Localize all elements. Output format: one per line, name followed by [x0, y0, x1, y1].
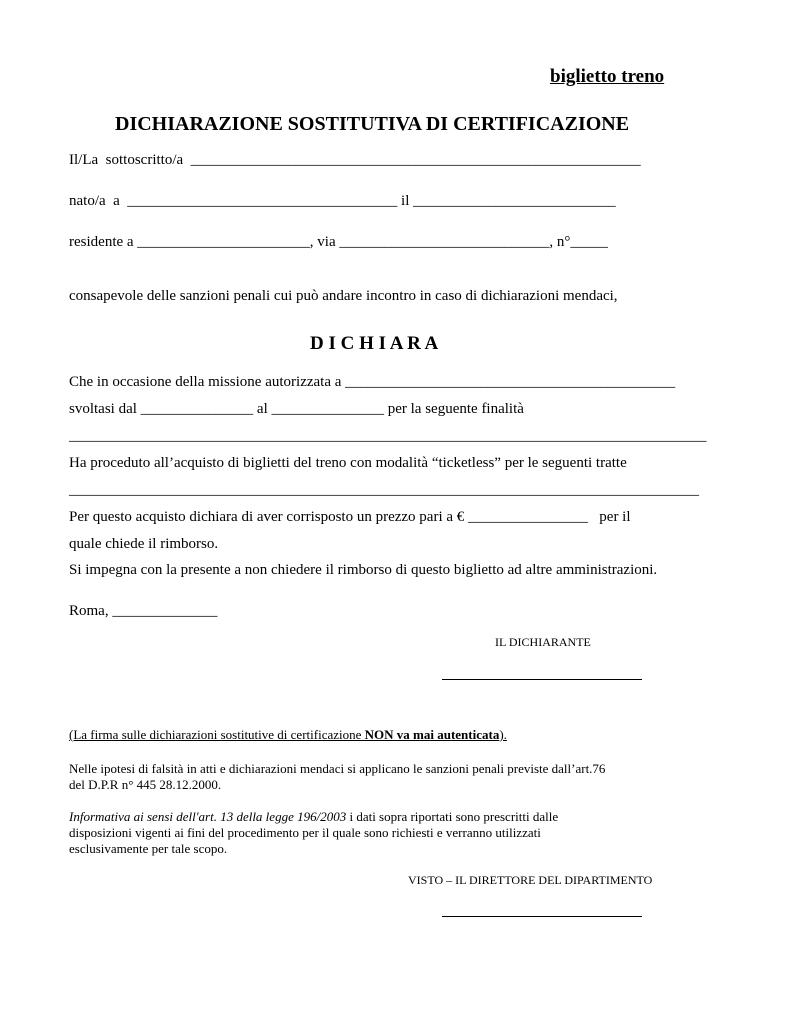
- roma-date-line: Roma, ______________: [69, 603, 218, 619]
- informativa-line-2: disposizioni vigenti ai fini del procedimento per il quale sono richiesti e verranno utilizzati: [69, 825, 541, 840]
- residente-line: residente a _______________________, via ____________________________, n°_____: [69, 234, 608, 250]
- tratte-blank-line: ____________________________________________________________________________________: [69, 482, 699, 498]
- falsita-line-1: Nelle ipotesi di falsità in atti e dichiarazioni mendaci si applicano le sanzioni penali previste dall’art.76: [69, 761, 606, 776]
- sottoscritto-line: Il/La sottoscritto/a ____________________________________________________________: [69, 152, 641, 168]
- nato-line: nato/a a ____________________________________ il ___________________________: [69, 193, 616, 209]
- firma-note-end: ).: [499, 727, 507, 742]
- document-tag: biglietto treno: [550, 66, 665, 87]
- missione-line: Che in occasione della missione autorizzata a ____________________________________________: [69, 374, 676, 390]
- svoltasi-line: svoltasi dal _______________ al _______________ per la seguente finalità: [69, 401, 524, 417]
- visto-direttore-label: VISTO – IL DIRETTORE DEL DIPARTIMENTO: [408, 873, 653, 887]
- consapevole-text: consapevole delle sanzioni penali cui può andare incontro in caso di dichiarazioni mendaci,: [69, 288, 618, 304]
- dichiarante-signature-line: [442, 679, 642, 680]
- informativa-text: i dati sopra riportati sono prescritti dalle: [346, 809, 559, 824]
- dichiara-heading: D I C H I A R A: [310, 333, 439, 354]
- firma-note: [69, 726, 507, 743]
- direttore-signature-line: [442, 916, 642, 917]
- prezzo-line: Per questo acquisto dichiara di aver corrisposto un prezzo pari a € ________________ per il: [69, 509, 631, 525]
- firma-note-text: (La firma sulle dichiarazioni sostitutive di certificazione: [69, 727, 365, 742]
- acquisto-text: Ha proceduto all’acquisto di biglietti del treno con modalità “ticketless” per le seguenti tratte: [69, 455, 627, 471]
- impegna-text: Si impegna con la presente a non chiedere il rimborso di questo biglietto ad altre amministrazioni.: [69, 562, 658, 578]
- informativa-line-1: [69, 808, 558, 825]
- informativa-line-3: esclusivamente per tale scopo.: [69, 841, 228, 856]
- rimborso-text: quale chiede il rimborso.: [69, 536, 219, 552]
- informativa-italic: Informativa ai sensi dell'art. 13 della legge 196/2003: [69, 809, 347, 824]
- finalita-blank-line: _____________________________________________________________________________________: [69, 428, 707, 444]
- firma-note-bold: NON va mai autenticata: [364, 727, 500, 742]
- falsita-line-2: del D.P.R n° 445 28.12.2000.: [69, 777, 222, 792]
- document-title: DICHIARAZIONE SOSTITUTIVA DI CERTIFICAZIONE: [115, 113, 630, 135]
- il-dichiarante-label: IL DICHIARANTE: [495, 635, 591, 649]
